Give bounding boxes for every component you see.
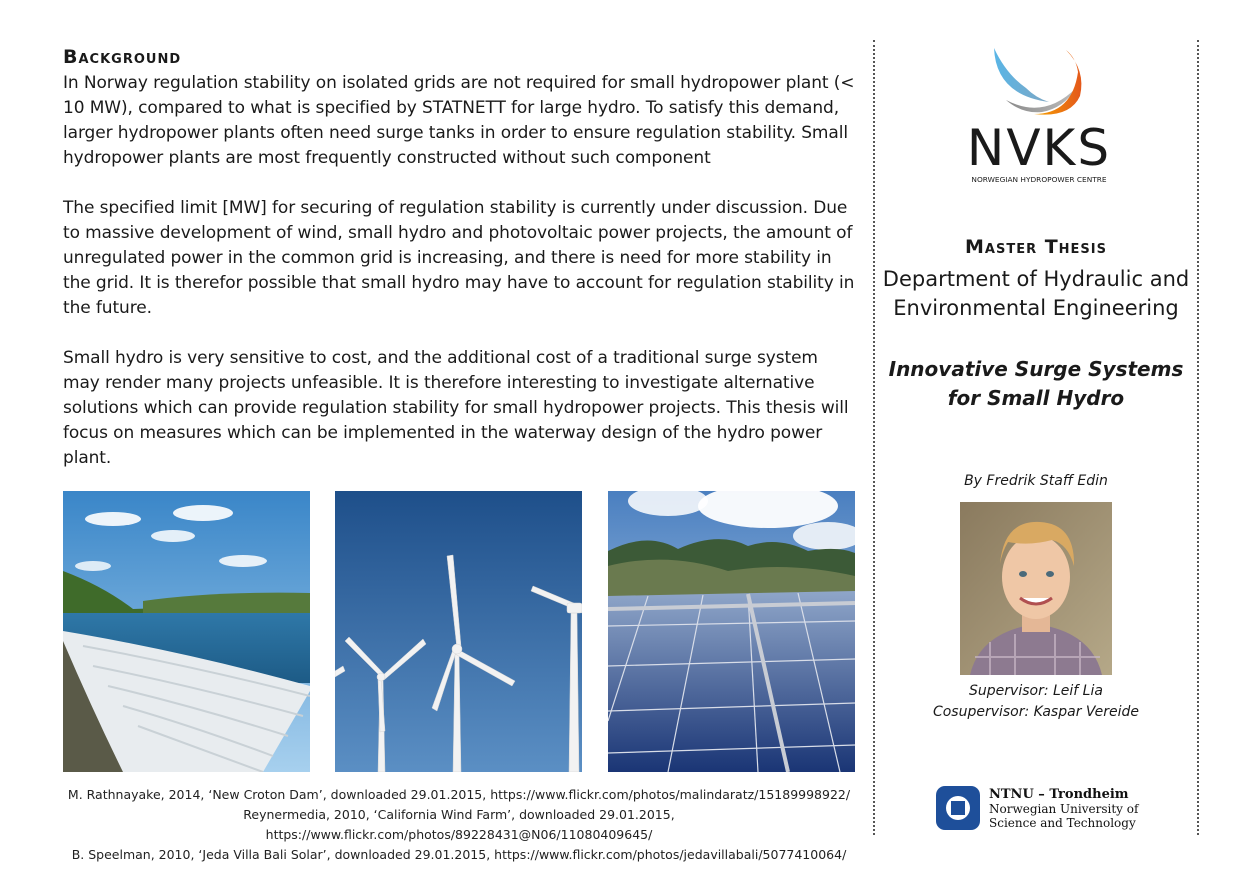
solar-photo — [608, 491, 855, 772]
paragraph-3: Small hydro is very sensitive to cost, and the additional cost of a traditional surge system may render many projects unfeasible. It is therefore interesting to investigate alternative solutions which can provide regulation stability for small hydropower projects. This thesis will focus on measures which can be implemented in the waterway design of the hydro power plant. — [63, 348, 849, 468]
wind-photo — [335, 491, 582, 772]
credit-line: Reynermedia, 2010, ‘California Wind Farm’, downloaded 29.01.2015, https://www.flickr.com/photos/89228431@N06/11080409645/ — [243, 807, 675, 842]
department-name: Department of Hydraulic and Environmental Engineering — [882, 267, 1190, 320]
photo-strip — [63, 491, 855, 772]
nvks-logo — [954, 40, 1124, 190]
author: By Fredrik Staff Edin — [964, 473, 1108, 489]
nvks-logo-text: NVKS — [966, 119, 1112, 177]
master-thesis-label: Master Thesis — [965, 236, 1107, 258]
supervisors — [876, 681, 1196, 723]
thesis-title: Innovative Surge Systems for Small Hydro — [888, 357, 1184, 410]
paragraph-1: In Norway regulation stability on isolated grids are not required for small hydropower plant (< 10 MW), compared to what is specified by STATNETT for large hydro. To satisfy this demand, larger hydropower plants often need surge tanks in order to ensure regulation stability. Small hydropower plants are most frequently constructed without such component — [63, 73, 855, 168]
ntnu-name: NTNU – Trondheim — [989, 787, 1129, 802]
background-section — [63, 44, 858, 496]
credit-line: M. Rathnayake, 2014, ‘New Croton Dam’, downloaded 29.01.2015, https://www.flickr.com/photos/malindaratz/15189998922/ — [67, 787, 851, 802]
ntnu-logo — [936, 784, 1166, 834]
divider-right — [1197, 40, 1199, 835]
dam-photo — [63, 491, 310, 772]
ntnu-emblem-icon — [936, 786, 980, 830]
divider-left — [873, 40, 875, 835]
paragraph-2: The specified limit [MW] for securing of regulation stability is currently under discussion. Due to massive development of wind, small hydro and photovoltaic power projects, the amount of unregulated power in the common grid is increasing, and there is need for more stability in the grid. It is therefor possible that small hydro may have to account for regulation stability in the future. — [63, 198, 855, 318]
supervisor: Supervisor: Leif Lia — [969, 683, 1103, 699]
ntnu-text — [989, 787, 1138, 830]
ntnu-line-2: Norwegian University of — [989, 802, 1139, 816]
author-portrait — [960, 502, 1112, 675]
cosupervisor: Cosupervisor: Kaspar Vereide — [932, 704, 1140, 720]
credit-line: B. Speelman, 2010, ‘Jeda Villa Bali Solar’, downloaded 29.01.2015, https://www.flickr.com/photos/jedavillabali/5077410064/ — [71, 847, 847, 862]
image-credits — [63, 785, 855, 865]
ntnu-line-3: Science and Technology — [989, 816, 1136, 830]
nvks-logo-subtitle: NORWEGIAN HYDROPOWER CENTRE — [971, 175, 1107, 184]
background-heading: Background — [63, 46, 182, 68]
